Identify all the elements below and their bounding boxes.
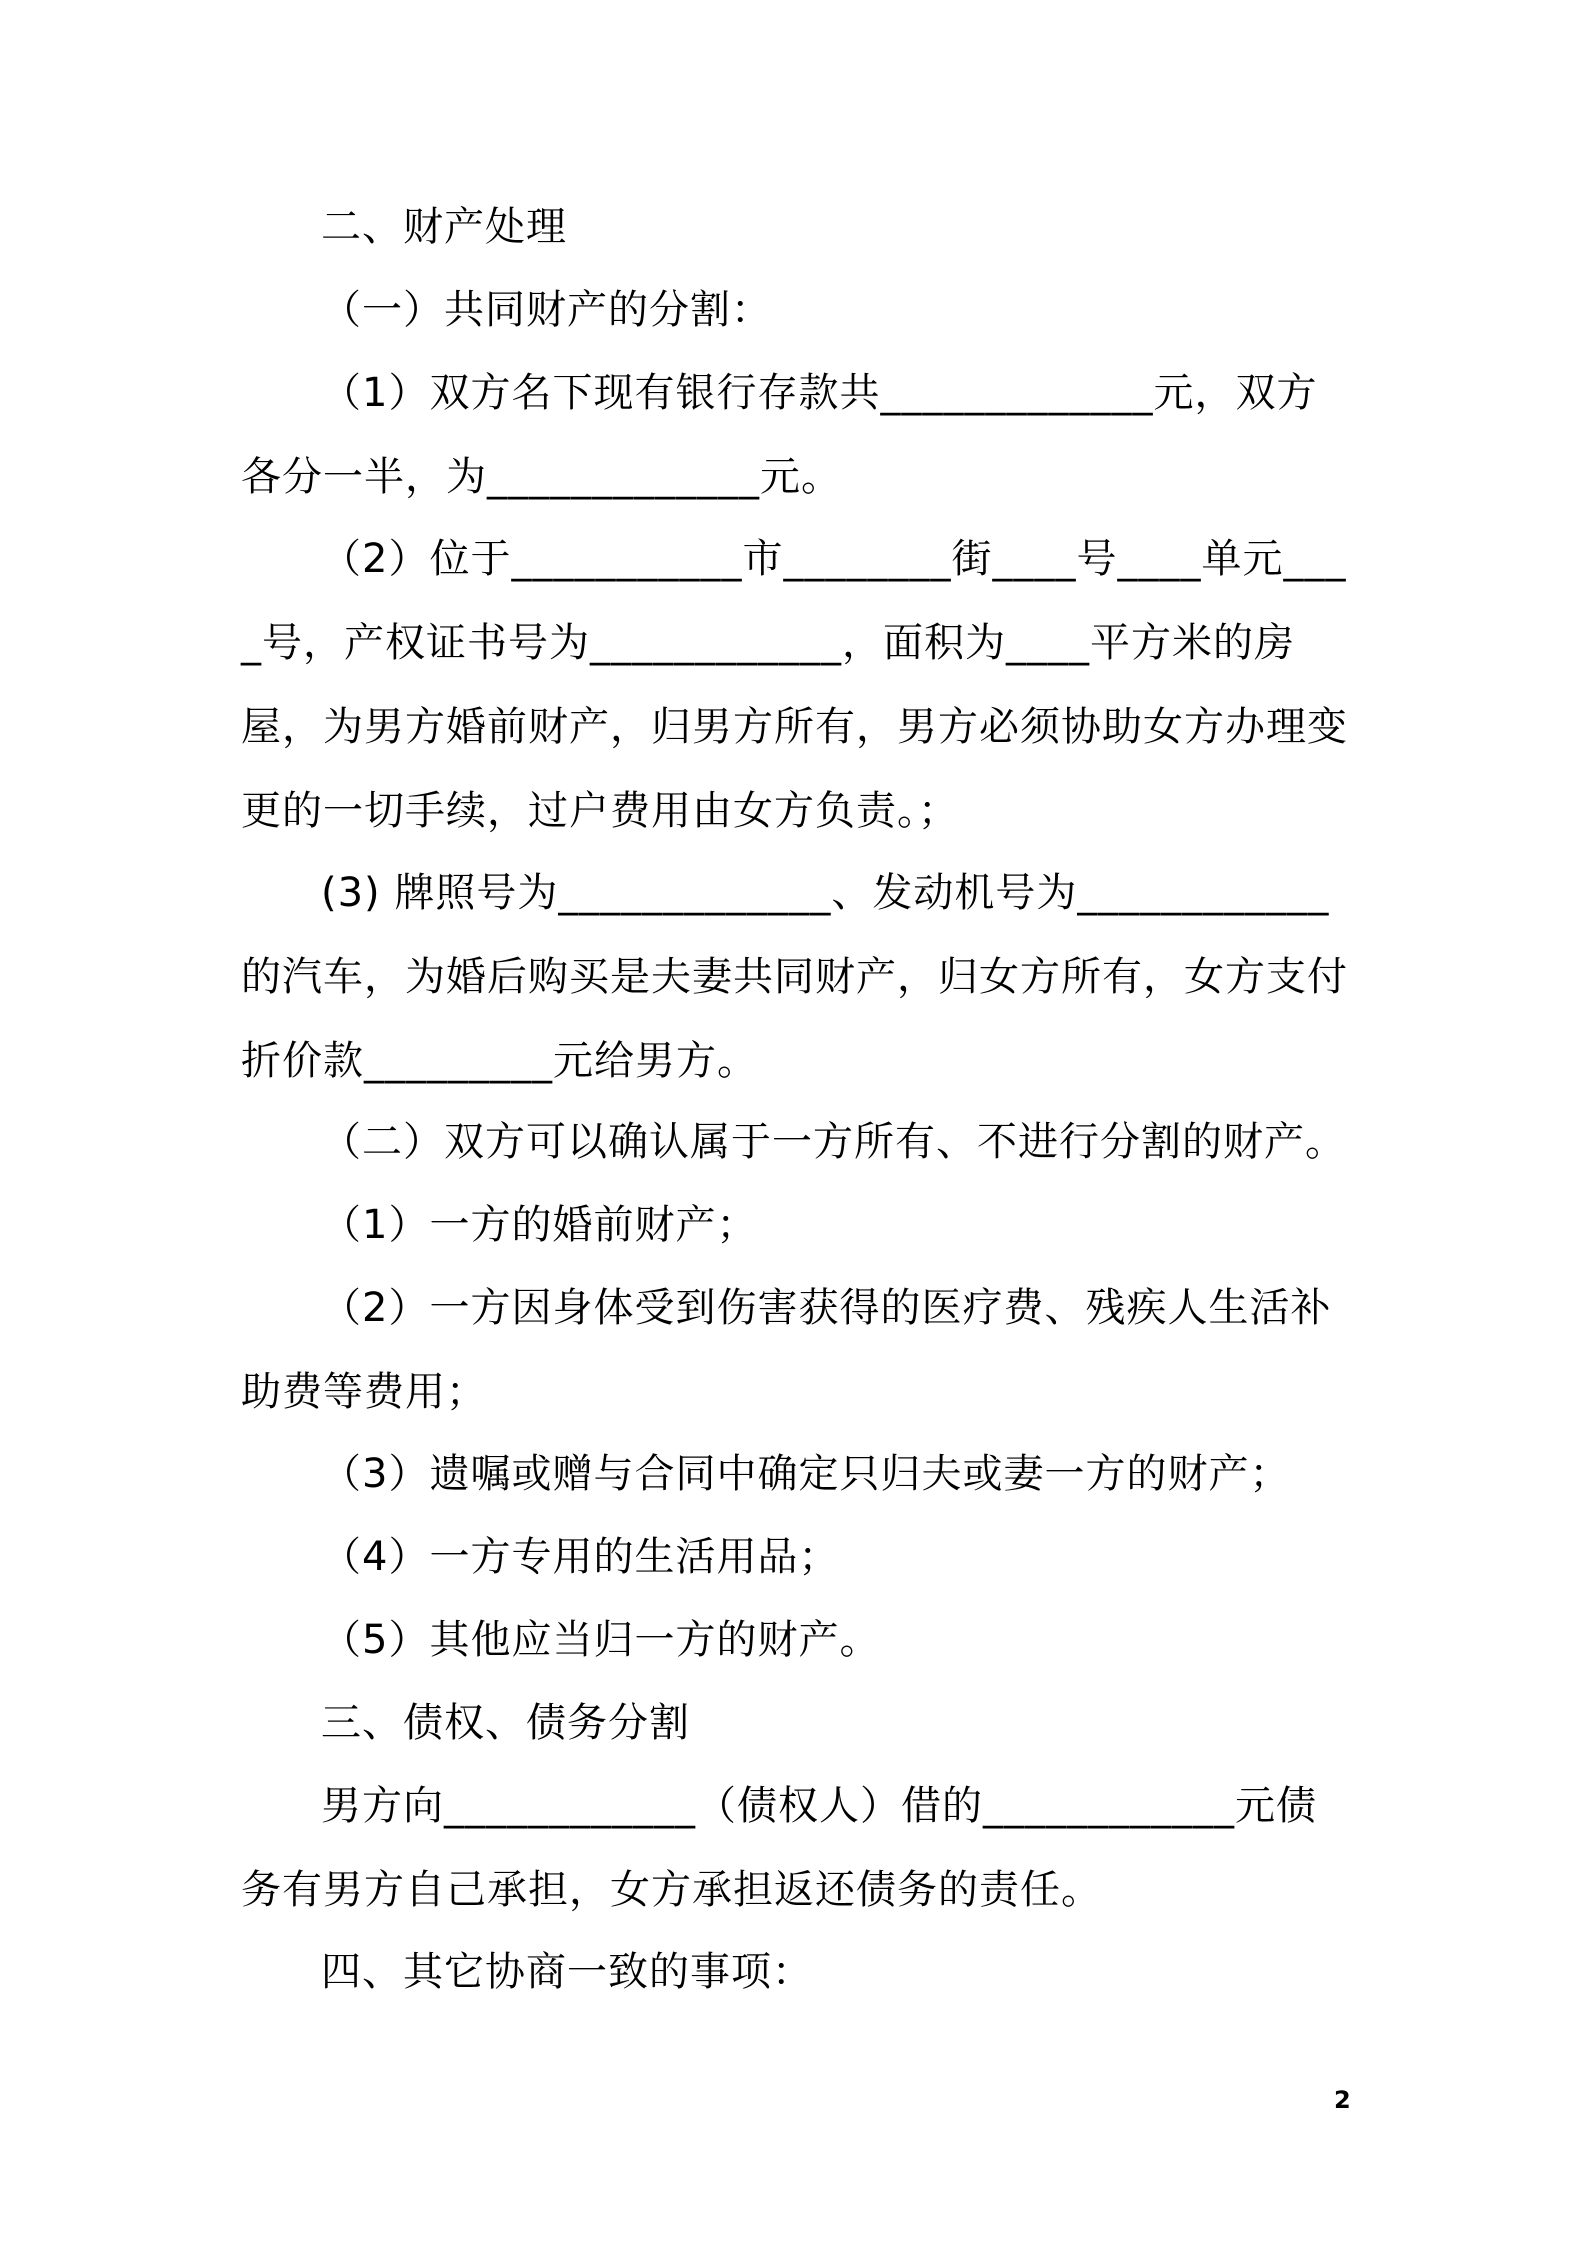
list-item-inheritance: （3）遗嘱或赠与合同中确定只归夫或妻一方的财产； (321, 1451, 1291, 1497)
list-item-premarital: （1）一方的婚前财产； (321, 1202, 758, 1248)
paragraph-debt: 男方向____________（债权人）借的____________元债务有男方自己承担，女方承担返还债务的责任。 (241, 1783, 1317, 1913)
subsection-heading-joint-property: （一）共同财产的分割： (321, 287, 772, 333)
list-item-medical: （2）一方因身体受到伤害获得的医疗费、残疾人生活补助费等费用； (241, 1285, 1332, 1415)
paragraph-car: (3) 牌照号为_____________、发动机号为____________的汽车，为婚后购买是夫妻共同财产，归女方所有，女方支付折价款_________元给男方。 (241, 870, 1348, 1084)
section-heading-other-matters: 四、其它协商一致的事项： (321, 1949, 813, 1995)
subsection-heading-separate-property: （二）双方可以确认属于一方所有、不进行分割的财产。 (321, 1119, 1346, 1165)
list-item-other: （5）其他应当归一方的财产。 (321, 1617, 881, 1663)
paragraph-house: （2）位于___________市________街____号____单元____号，产权证书号为____________，面积为____平方米的房屋，为男方婚前财产，归男方所有，男方必须协助女方办理变更的一切手续，过户费用由女方负责。； (241, 536, 1348, 834)
section-heading-debts: 三、债权、债务分割 (321, 1700, 690, 1746)
page-number: 2 (1334, 2086, 1351, 2114)
paragraph-bank-deposit: （1）双方名下现有银行存款共_____________元，双方各分一半，为_____________元。 (241, 370, 1318, 500)
list-item-personal-items: （4）一方专用的生活用品； (321, 1534, 840, 1580)
section-heading-property: 二、财产处理 (321, 204, 567, 250)
